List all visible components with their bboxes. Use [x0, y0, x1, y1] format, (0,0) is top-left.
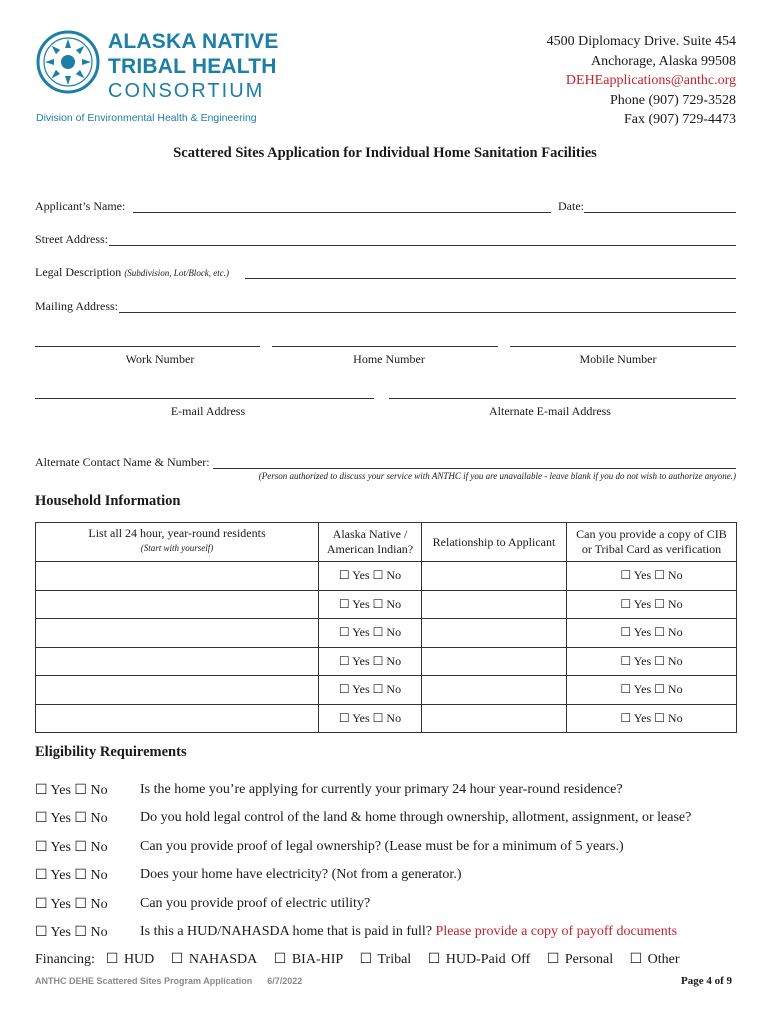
table-row [36, 647, 737, 676]
legal-description-field[interactable] [245, 278, 736, 279]
resident-name-cell[interactable] [36, 562, 319, 591]
fax-number: Fax (907) 729-4473 [624, 112, 736, 127]
applicant-name-label: Applicant’s Name: [35, 199, 126, 213]
date-field[interactable] [584, 212, 736, 213]
applicant-name-field[interactable] [133, 212, 551, 213]
native-yes-no-checkbox[interactable]: ☐ Yes ☐ No [319, 704, 422, 733]
residents-column-hint: (Start with yourself) [140, 543, 214, 553]
alt-email-address-field[interactable] [389, 398, 736, 399]
relationship-cell[interactable] [422, 704, 567, 733]
native-column-title-1: Alaska Native / [332, 527, 408, 541]
date-label: Date: [558, 199, 584, 213]
address-line-1: 4500 Diplomacy Drive. Suite 454 [546, 34, 736, 49]
email-link[interactable]: DEHEapplications@anthc.org [565, 73, 736, 88]
address-line-2: Anchorage, Alaska 99508 [590, 53, 736, 69]
financing-hud-paid-off-checkbox[interactable]: ☐ HUD-Paid Off [427, 952, 531, 967]
home-number-field[interactable] [272, 346, 498, 347]
alt-email-address-label: Alternate E-mail Address [489, 404, 611, 418]
footer-title: ANTHC DEHE Scattered Sites Program Application [35, 976, 253, 986]
residents-column-title: List all 24 hour, year-round residents [88, 526, 266, 540]
mailing-address-label: Mailing Address: [35, 299, 118, 313]
household-table [35, 522, 737, 733]
table-row [36, 676, 737, 705]
table-row [36, 562, 737, 591]
mobile-number-field[interactable] [510, 346, 736, 347]
division-name: Division of Environmental Health & Engineering [36, 112, 257, 124]
anthc-logo-icon [36, 30, 100, 94]
legal-description-text: Legal Description [35, 265, 122, 279]
relationship-cell[interactable] [422, 647, 567, 676]
table-row [36, 704, 737, 733]
alt-contact-hint: (Person authorized to discuss your service with ANTHC if you are unavailable - leave blank if you do not wish to authorize anyone.) [258, 471, 736, 481]
native-yes-no-checkbox[interactable]: ☐ Yes ☐ No [319, 562, 422, 591]
financing-label: Financing: [35, 952, 95, 967]
cib-column-title-1: Can you provide a copy of CIB [576, 527, 727, 541]
eligibility-question: Does your home have electricity? (Not from a generator.) [140, 867, 462, 882]
org-name-line-1: ALASKA NATIVE [108, 30, 279, 53]
table-row [36, 590, 737, 619]
financing-personal-checkbox[interactable]: ☐ Personal [546, 952, 614, 967]
relationship-cell[interactable] [422, 619, 567, 648]
resident-name-cell[interactable] [36, 704, 319, 733]
page-number: Page 4 of 9 [680, 975, 732, 987]
eligibility-heading: Eligibility Requirements [35, 744, 187, 760]
relationship-cell[interactable] [422, 676, 567, 705]
resident-name-cell[interactable] [36, 590, 319, 619]
cib-yes-no-checkbox[interactable]: ☐ Yes ☐ No [567, 619, 737, 648]
footer-date: 6/7/2022 [267, 976, 303, 986]
page-title: Scattered Sites Application for Individual Home Sanitation Facilities [173, 145, 597, 161]
work-number-field[interactable] [35, 346, 260, 347]
street-address-label: Street Address: [35, 232, 108, 246]
street-address-field[interactable] [109, 245, 736, 246]
org-name-line-2: TRIBAL HEALTH [108, 55, 277, 78]
native-yes-no-checkbox[interactable]: ☐ Yes ☐ No [319, 647, 422, 676]
native-column-header [319, 523, 422, 562]
footer-document-name [35, 976, 302, 986]
financing-options [35, 951, 680, 968]
cib-yes-no-checkbox[interactable]: ☐ Yes ☐ No [567, 676, 737, 705]
eligibility-yes-no-checkbox[interactable]: ☐ Yes ☐ No [35, 868, 108, 883]
eligibility-question: Do you hold legal control of the land & home through ownership, allotment, assignment, or lease? [140, 810, 692, 825]
resident-name-cell[interactable] [36, 676, 319, 705]
cib-yes-no-checkbox[interactable]: ☐ Yes ☐ No [567, 647, 737, 676]
relationship-cell[interactable] [422, 590, 567, 619]
native-column-title-2: American Indian? [326, 542, 414, 556]
household-heading: Household Information [35, 493, 181, 509]
relationship-column-header: Relationship to Applicant [422, 523, 567, 562]
legal-description-hint: (Subdivision, Lot/Block, etc.) [124, 268, 230, 278]
financing-other-checkbox[interactable]: ☐ Other [629, 952, 680, 967]
org-name-line-3: CONSORTIUM [108, 80, 265, 102]
cib-yes-no-checkbox[interactable]: ☐ Yes ☐ No [567, 590, 737, 619]
eligibility-question: Can you provide proof of legal ownership? (Lease must be for a minimum of 5 years.) [140, 839, 624, 854]
financing-tribal-checkbox[interactable]: ☐ Tribal [359, 952, 412, 967]
native-yes-no-checkbox[interactable]: ☐ Yes ☐ No [319, 619, 422, 648]
financing-hud-checkbox[interactable]: ☐ HUD [105, 952, 155, 967]
eligibility-question: Can you provide proof of electric utility? [140, 896, 371, 911]
native-yes-no-checkbox[interactable]: ☐ Yes ☐ No [319, 676, 422, 705]
email-address-field[interactable] [35, 398, 374, 399]
table-row [36, 619, 737, 648]
home-number-label: Home Number [353, 352, 425, 366]
cib-column-header [567, 523, 737, 562]
financing-nahasda-checkbox[interactable]: ☐ NAHASDA [170, 952, 258, 967]
household-header-row [36, 523, 737, 562]
eligibility-yes-no-checkbox[interactable]: ☐ Yes ☐ No [35, 925, 108, 940]
payoff-note: Please provide a copy of payoff documents [435, 924, 678, 939]
cib-column-title-2: or Tribal Card as verification [581, 542, 722, 556]
native-yes-no-checkbox[interactable]: ☐ Yes ☐ No [319, 590, 422, 619]
eligibility-question: Is this a HUD/NAHASDA home that is paid in full? [140, 924, 433, 939]
legal-description-label [35, 265, 229, 280]
alt-contact-label: Alternate Contact Name & Number: [35, 455, 210, 469]
eligibility-yes-no-checkbox[interactable]: ☐ Yes ☐ No [35, 783, 108, 798]
eligibility-yes-no-checkbox[interactable]: ☐ Yes ☐ No [35, 840, 108, 855]
financing-bia-hip-checkbox[interactable]: ☐ BIA-HIP [273, 952, 344, 967]
eligibility-yes-no-checkbox[interactable]: ☐ Yes ☐ No [35, 811, 108, 826]
alt-contact-field[interactable] [213, 468, 736, 469]
eligibility-question: Is the home you’re applying for currently your primary 24 hour year-round residence? [140, 782, 623, 797]
cib-yes-no-checkbox[interactable]: ☐ Yes ☐ No [567, 704, 737, 733]
resident-name-cell[interactable] [36, 619, 319, 648]
contact-address [547, 32, 736, 130]
email-address-label: E-mail Address [170, 404, 246, 418]
phone-number: Phone (907) 729-3528 [610, 92, 736, 108]
relationship-cell[interactable] [422, 562, 567, 591]
resident-name-cell[interactable] [36, 647, 319, 676]
eligibility-yes-no-checkbox[interactable]: ☐ Yes ☐ No [35, 897, 108, 912]
work-number-label: Work Number [125, 352, 195, 366]
cib-yes-no-checkbox[interactable]: ☐ Yes ☐ No [567, 562, 737, 591]
residents-column-header [36, 523, 319, 562]
eligibility-question-hud [140, 924, 677, 940]
mobile-number-label: Mobile Number [579, 352, 657, 366]
mailing-address-field[interactable] [119, 312, 736, 313]
